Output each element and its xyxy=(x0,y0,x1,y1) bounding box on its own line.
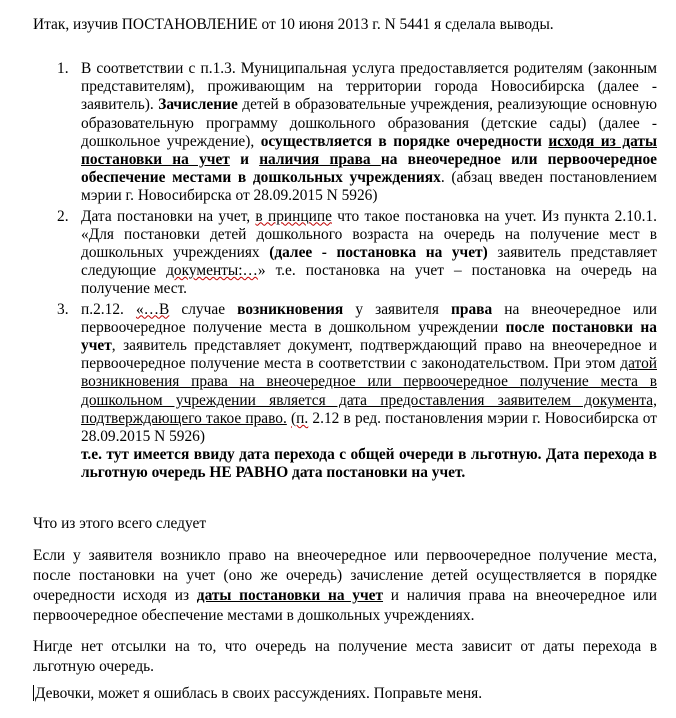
paragraph-conclusion xyxy=(33,546,657,626)
text-run: п.2.12. xyxy=(81,300,136,318)
text-run: » т.е. постановка на учет – постановка на очередь на получение мест. xyxy=(81,262,657,298)
bold-run: и xyxy=(229,151,260,169)
text-cursor xyxy=(33,685,34,701)
list-number: 2. xyxy=(57,207,69,225)
bold-run: возникновения xyxy=(237,300,344,318)
bold-run: (далее - постановка на учет) xyxy=(269,244,488,262)
text-run: , заявитель представляет документ, подтверждающий право на внеочередное и первоочередное получение места в соответствии с законодательством. При этом xyxy=(81,337,657,373)
text-run: детей в образовательные учреждения, реализующие основную образовательную программу дошкольного образования (детские сады) (далее - дошкольное учреждение), xyxy=(81,96,657,150)
text-run: Девочки, может я ошиблась в своих рассуждениях. Поправьте меня. xyxy=(35,685,483,702)
numbered-list xyxy=(33,60,657,485)
text-run: . (абзац введен постановлением мэрии г. Новосибирска от 28.09.2015 N 5926) xyxy=(81,169,657,205)
paragraph-question[interactable] xyxy=(33,684,657,704)
list-item-3 xyxy=(33,301,657,483)
spellcheck-run: (п. xyxy=(291,409,309,427)
conclusion-text: т.е. тут имеется ввиду дата перехода с общей очереди в льготную. Дата перехода в льготную очередь НЕ РАВНО дата постановки на учет. xyxy=(81,446,657,482)
paragraph-note: Нигде нет отсылки на то, что очередь на получение места зависит от даты перехода в льготную очередь. xyxy=(33,638,657,675)
bold-underlined-run: наличия права xyxy=(259,151,381,169)
bold-run: Зачисление xyxy=(158,96,238,114)
spellcheck-run: в принципе xyxy=(255,207,332,225)
bold-run: права xyxy=(451,300,493,318)
bold-underlined-run: даты постановки на учет xyxy=(196,587,384,604)
text-run: 2.12 в ред. постановления мэрии г. Новосибирска от 28.09.2015 N 5926) xyxy=(81,409,657,446)
intro-line: Итак, изучив ПОСТАНОВЛЕНИЕ от 10 июня 2013 г. N 5441 я сделала выводы. xyxy=(33,16,554,33)
text-run: на внеочередное или первоочередное получение места в дошкольном учреждении xyxy=(81,300,657,336)
list-item-1 xyxy=(33,60,657,206)
bold-run: после постановки на учет xyxy=(81,318,657,355)
text-run: Дата постановки на учет, xyxy=(81,207,256,225)
text-run: Если у заявителя возникло право на внеочередное или первоочередное получение места, после постановки на учет (оно же очередь) зачисление детей осуществляется в порядке очередности исходя из xyxy=(33,547,657,604)
text-run: заявитель представляет следующие xyxy=(81,244,657,280)
bold-run: на внеочередное или первоочередное обеспечение местами в дошкольных учреждениях xyxy=(81,151,657,187)
bold-run: осуществляется в порядке очередности xyxy=(260,132,549,150)
paragraph-summary-heading: Что из этого всего следует xyxy=(33,515,207,532)
text-run: у заявителя xyxy=(343,300,452,318)
list-number: 3. xyxy=(57,300,69,318)
text-run: В соответствии с п.1.3. Муниципальная услуга предоставляется родителям (законным представителям), проживающим на территории города Новосибирска (далее - заявитель). xyxy=(81,60,657,114)
list-number: 1. xyxy=(57,60,69,77)
text-run: что такое постановка на учет. Из пункта 2.10.1. «Для постановки детей дошкольного возраста на очередь на получение мест в дошкольных учреждениях xyxy=(81,207,658,262)
text-run: случае xyxy=(169,300,238,318)
underlined-run: датой возникновения права на внеочередное или первоочередное получение места в дошкольном учреждении является дата предоставления заявителем документа, подтверждающего такое право. xyxy=(81,355,657,427)
bold-underlined-run: исходя из даты постановки на учет xyxy=(81,132,657,169)
spellcheck-run: документы:… xyxy=(166,262,258,280)
spellcheck-run: «…В xyxy=(135,300,170,318)
text-run: и наличия права на внеочередное или первоочередное обеспечение местами в дошкольных учреждениях. xyxy=(33,587,658,624)
list-item-2 xyxy=(33,208,657,299)
